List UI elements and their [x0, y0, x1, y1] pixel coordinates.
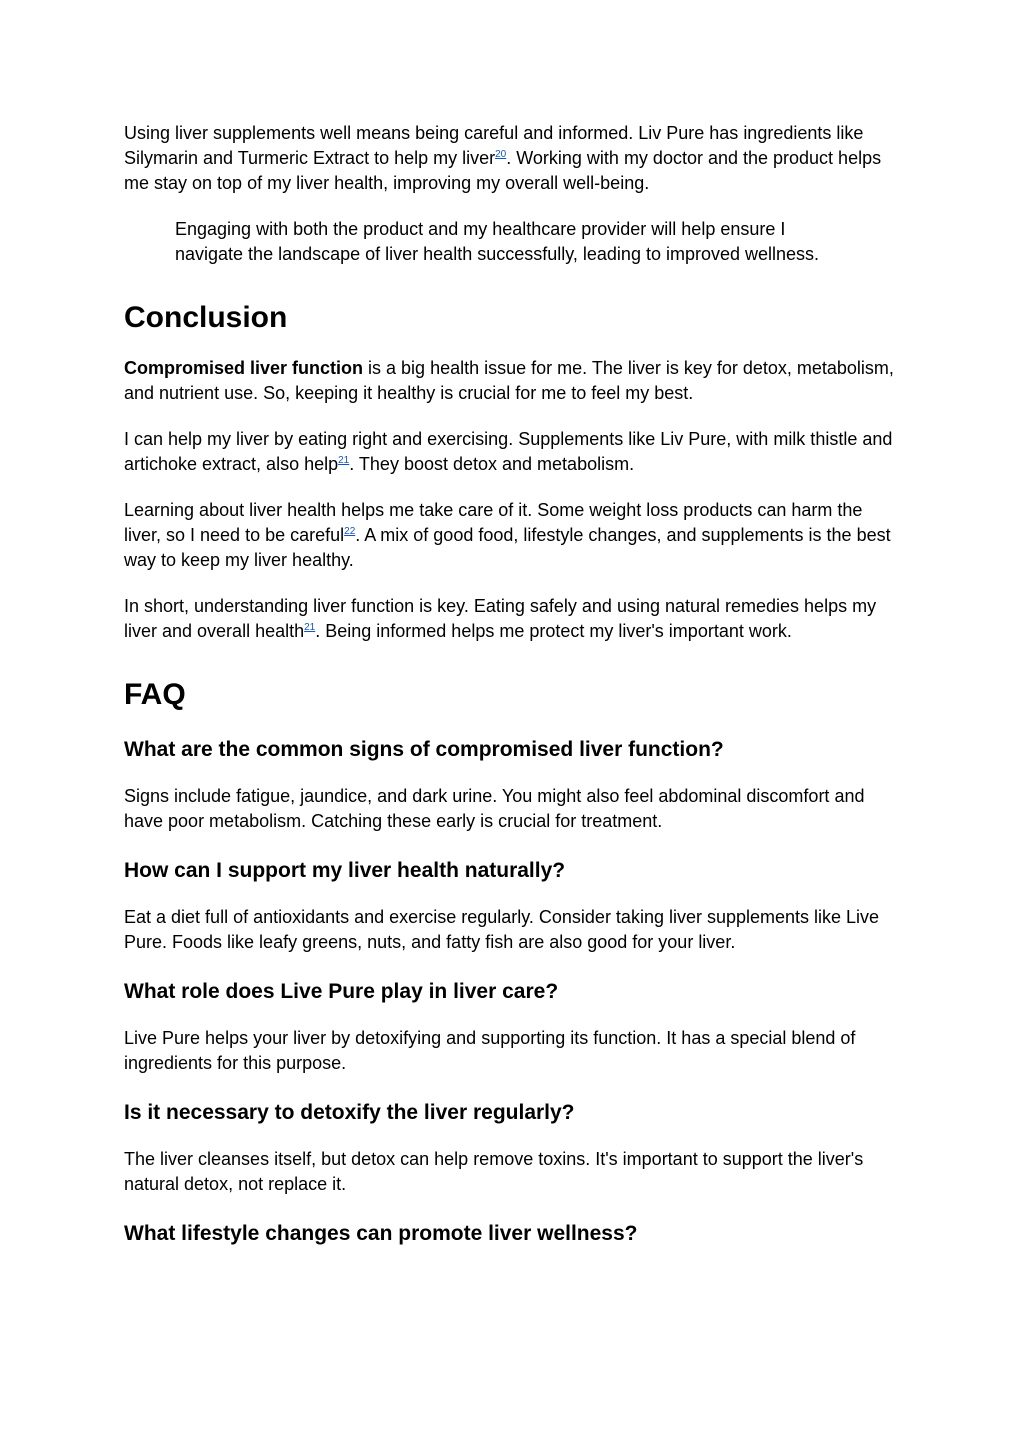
intro-text-a: Using liver supplements well means being careful and informed. Liv Pure has ingredients like Silymarin and Turmeric Extract to help my liver [124, 123, 864, 168]
blockquote: Engaging with both the product and my healthcare provider will help ensure I navigate the landscape of liver health successfully, leading to improved wellness. [175, 219, 820, 264]
footnote-ref [495, 149, 506, 160]
footnote-link-21b[interactable]: 21 [304, 622, 316, 633]
conclusion-paragraph-2 [124, 427, 902, 477]
footnote-ref [338, 455, 349, 466]
footnote-ref [344, 526, 355, 537]
footnote-ref [304, 622, 315, 633]
conclusion-p2-text-b: . They boost detox and metabolism. [349, 454, 635, 474]
footnote-link-20[interactable]: 20 [495, 149, 507, 160]
faq-heading: FAQ [124, 678, 186, 711]
conclusion-p1-text: is a big health issue for me. The liver is key for detox, metabolism, and nutrient use. So, keeping it healthy is crucial for me to feel my best. [124, 358, 894, 403]
faq-answer: Signs include fatigue, jaundice, and dark urine. You might also feel abdominal discomfort and have poor metabolism. Catching these early is crucial for treatment. [124, 786, 865, 831]
conclusion-p4-text-b: . Being informed helps me protect my liver's important work. [315, 621, 792, 641]
footnote-link-21[interactable]: 21 [338, 455, 350, 466]
conclusion-paragraph-1 [124, 356, 902, 406]
conclusion-p4-text-a: In short, understanding liver function is key. Eating safely and using natural remedies helps my liver and overall health [124, 596, 877, 641]
bold-term: Compromised liver function [124, 358, 364, 378]
conclusion-heading: Conclusion [124, 301, 288, 334]
faq-question: What are the common signs of compromised liver function? [124, 738, 724, 761]
conclusion-paragraph-4 [124, 594, 902, 644]
intro-text-b: . Working with my doctor and the product helps me stay on top of my liver health, improving my overall well-being. [124, 148, 882, 193]
faq-answer: The liver cleanses itself, but detox can help remove toxins. It's important to support the liver's natural detox, not replace it. [124, 1149, 864, 1194]
conclusion-paragraph-3 [124, 498, 902, 573]
document-page [124, 121, 902, 1248]
faq-answer: Live Pure helps your liver by detoxifying and supporting its function. It has a special blend of ingredients for this purpose. [124, 1028, 856, 1073]
intro-paragraph [124, 121, 902, 196]
conclusion-p2-text-a: I can help my liver by eating right and exercising. Supplements like Liv Pure, with milk thistle and artichoke extract, also help [124, 429, 893, 474]
faq-question: How can I support my liver health naturally? [124, 859, 566, 882]
conclusion-p3-text-b: . A mix of good food, lifestyle changes, and supplements is the best way to keep my liver healthy. [124, 525, 891, 570]
faq-question: What lifestyle changes can promote liver wellness? [124, 1222, 638, 1245]
faq-question: Is it necessary to detoxify the liver regularly? [124, 1101, 575, 1124]
faq-question: What role does Live Pure play in liver care? [124, 980, 559, 1003]
faq-answer: Eat a diet full of antioxidants and exercise regularly. Consider taking liver supplements like Live Pure. Foods like leafy greens, nuts, and fatty fish are also good for your liver. [124, 907, 880, 952]
footnote-link-22[interactable]: 22 [344, 526, 356, 537]
conclusion-p3-text-a: Learning about liver health helps me take care of it. Some weight loss products can harm the liver, so I need to be careful [124, 500, 863, 545]
